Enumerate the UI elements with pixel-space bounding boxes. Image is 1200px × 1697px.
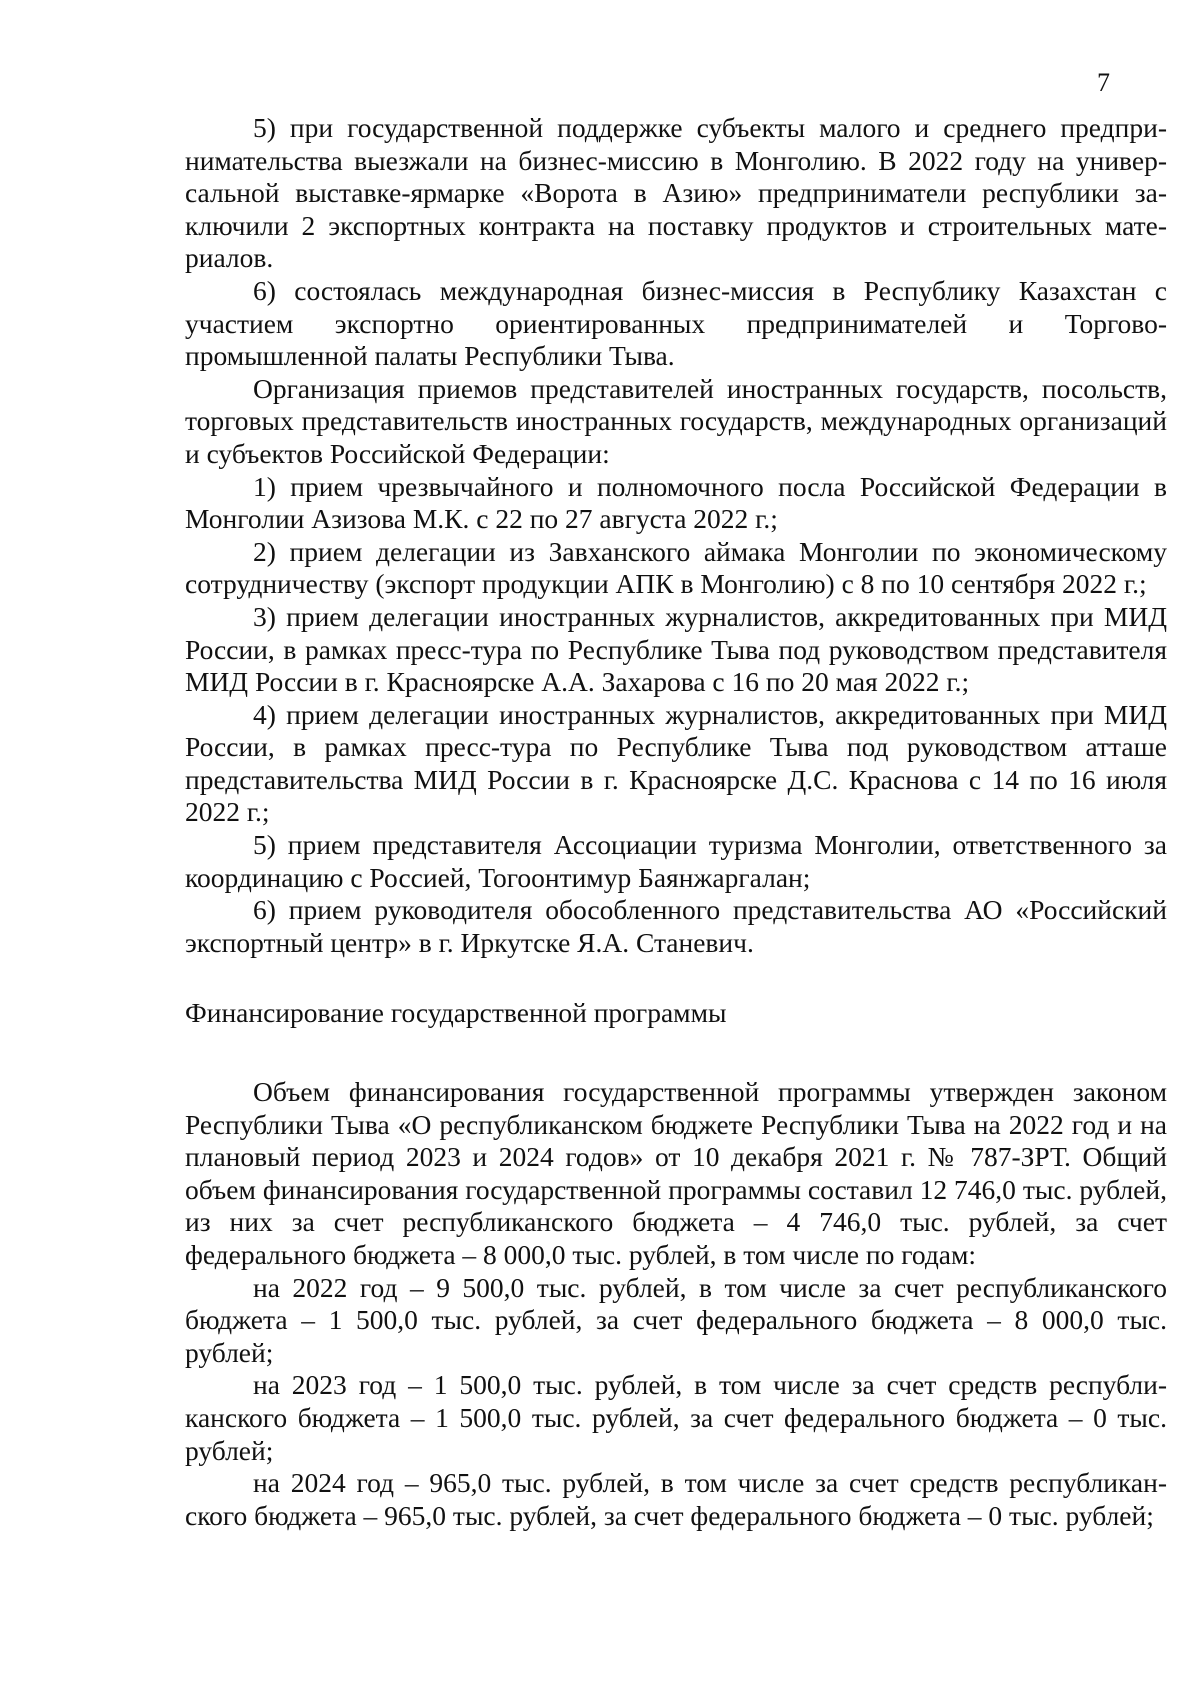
list-item: 1) прием чрезвычайного и полномочного посла Российской Федерации в Монголии Азизова М.К. с 22 по 27 августа 2022 г.; xyxy=(185,470,1167,535)
list-item: 3) прием делегации иностранных журналистов, аккредитованных при МИД России, в рамках пресс-тура по Республике Тыва под руководством представителя МИД России в г. Красноярске А.А. Захарова с 16 по 20 мая 2022 г.; xyxy=(185,600,1167,698)
paragraph: Организация приемов представителей иностранных государств, посольств, торговых представительств иностранных государств, международных организаций и субъектов Российской Федерации: xyxy=(185,372,1167,469)
page-number: 7 xyxy=(1097,68,1110,97)
list-item: 4) прием делегации иностранных журналистов, аккредитованных при МИД России, в рамках пресс-тура по Республике Тыва под руководством атташе представительства МИД России в г. Красноярске Д.С. Краснова с 14 по 16 июля 2022 г.; xyxy=(185,698,1167,828)
section-heading: Финансирование государственной программы xyxy=(185,997,727,1029)
list-item: 5) прием представителя Ассоциации туризма Монголии, ответственного за координацию с Россией, Тогоонтимур Баянжаргалан; xyxy=(185,829,1167,893)
list-item: 6) прием руководителя обособленного представительства АО «Российский экспортный центр» в г. Иркутске Я.А. Станевич. xyxy=(185,894,1167,958)
list-item: 2) прием делегации из Завханского аймака Монголии по экономическому сотрудничеству (экспорт продукции АПК в Монголию) с 8 по 10 сентября 2022 г.; xyxy=(185,535,1167,600)
paragraph: 6) состоялась международная бизнес-миссия в Республику Казахстан с участием экспортно ориентированных предпринимателей и Торгово-промышленной палаты Республики Тыва. xyxy=(185,274,1167,372)
paragraph: на 2022 год – 9 500,0 тыс. рублей, в том числе за счет республиканского бюджета – 1 500,0 тыс. рублей, за счет федерального бюджета – 8 000,0 тыс. рублей; xyxy=(185,1271,1167,1368)
document-body xyxy=(185,112,1167,1532)
paragraph: на 2024 год – 965,0 тыс. рублей, в том числе за счет средств республиканского бюджета – 965,0 тыс. рублей, за счет федерального бюджета – 0 тыс. рублей; xyxy=(185,1467,1167,1531)
paragraph: Объем финансирования государственной программы утвержден законом Республики Тыва «О республиканском бюджете Республики Тыва на 2022 год и на плановый период 2023 и 2024 годов» от 10 декабря 2021 г. № 787-ЗРТ. Общий объем финансирования государственной программы составил 12 746,0 тыс. рублей, из них за счет республиканского бюджета – 4 746,0 тыс. рублей, за счет федерального бюджета – 8 000,0 тыс. рублей, в том числе по годам: xyxy=(185,1076,1167,1270)
paragraph: на 2023 год – 1 500,0 тыс. рублей, в том числе за счет средств республиканского бюджета – 1 500,0 тыс. рублей, за счет федерального бюджета – 0 тыс. рублей; xyxy=(185,1369,1167,1466)
paragraph: 5) при государственной поддержке субъекты малого и среднего предпринимательства выезжали на бизнес-миссию в Монголию. В 2022 году на универсальной выставке-ярмарке «Ворота в Азию» предприниматели республики заключили 2 экспортных контракта на поставку продуктов и строительных материалов. xyxy=(185,112,1167,274)
